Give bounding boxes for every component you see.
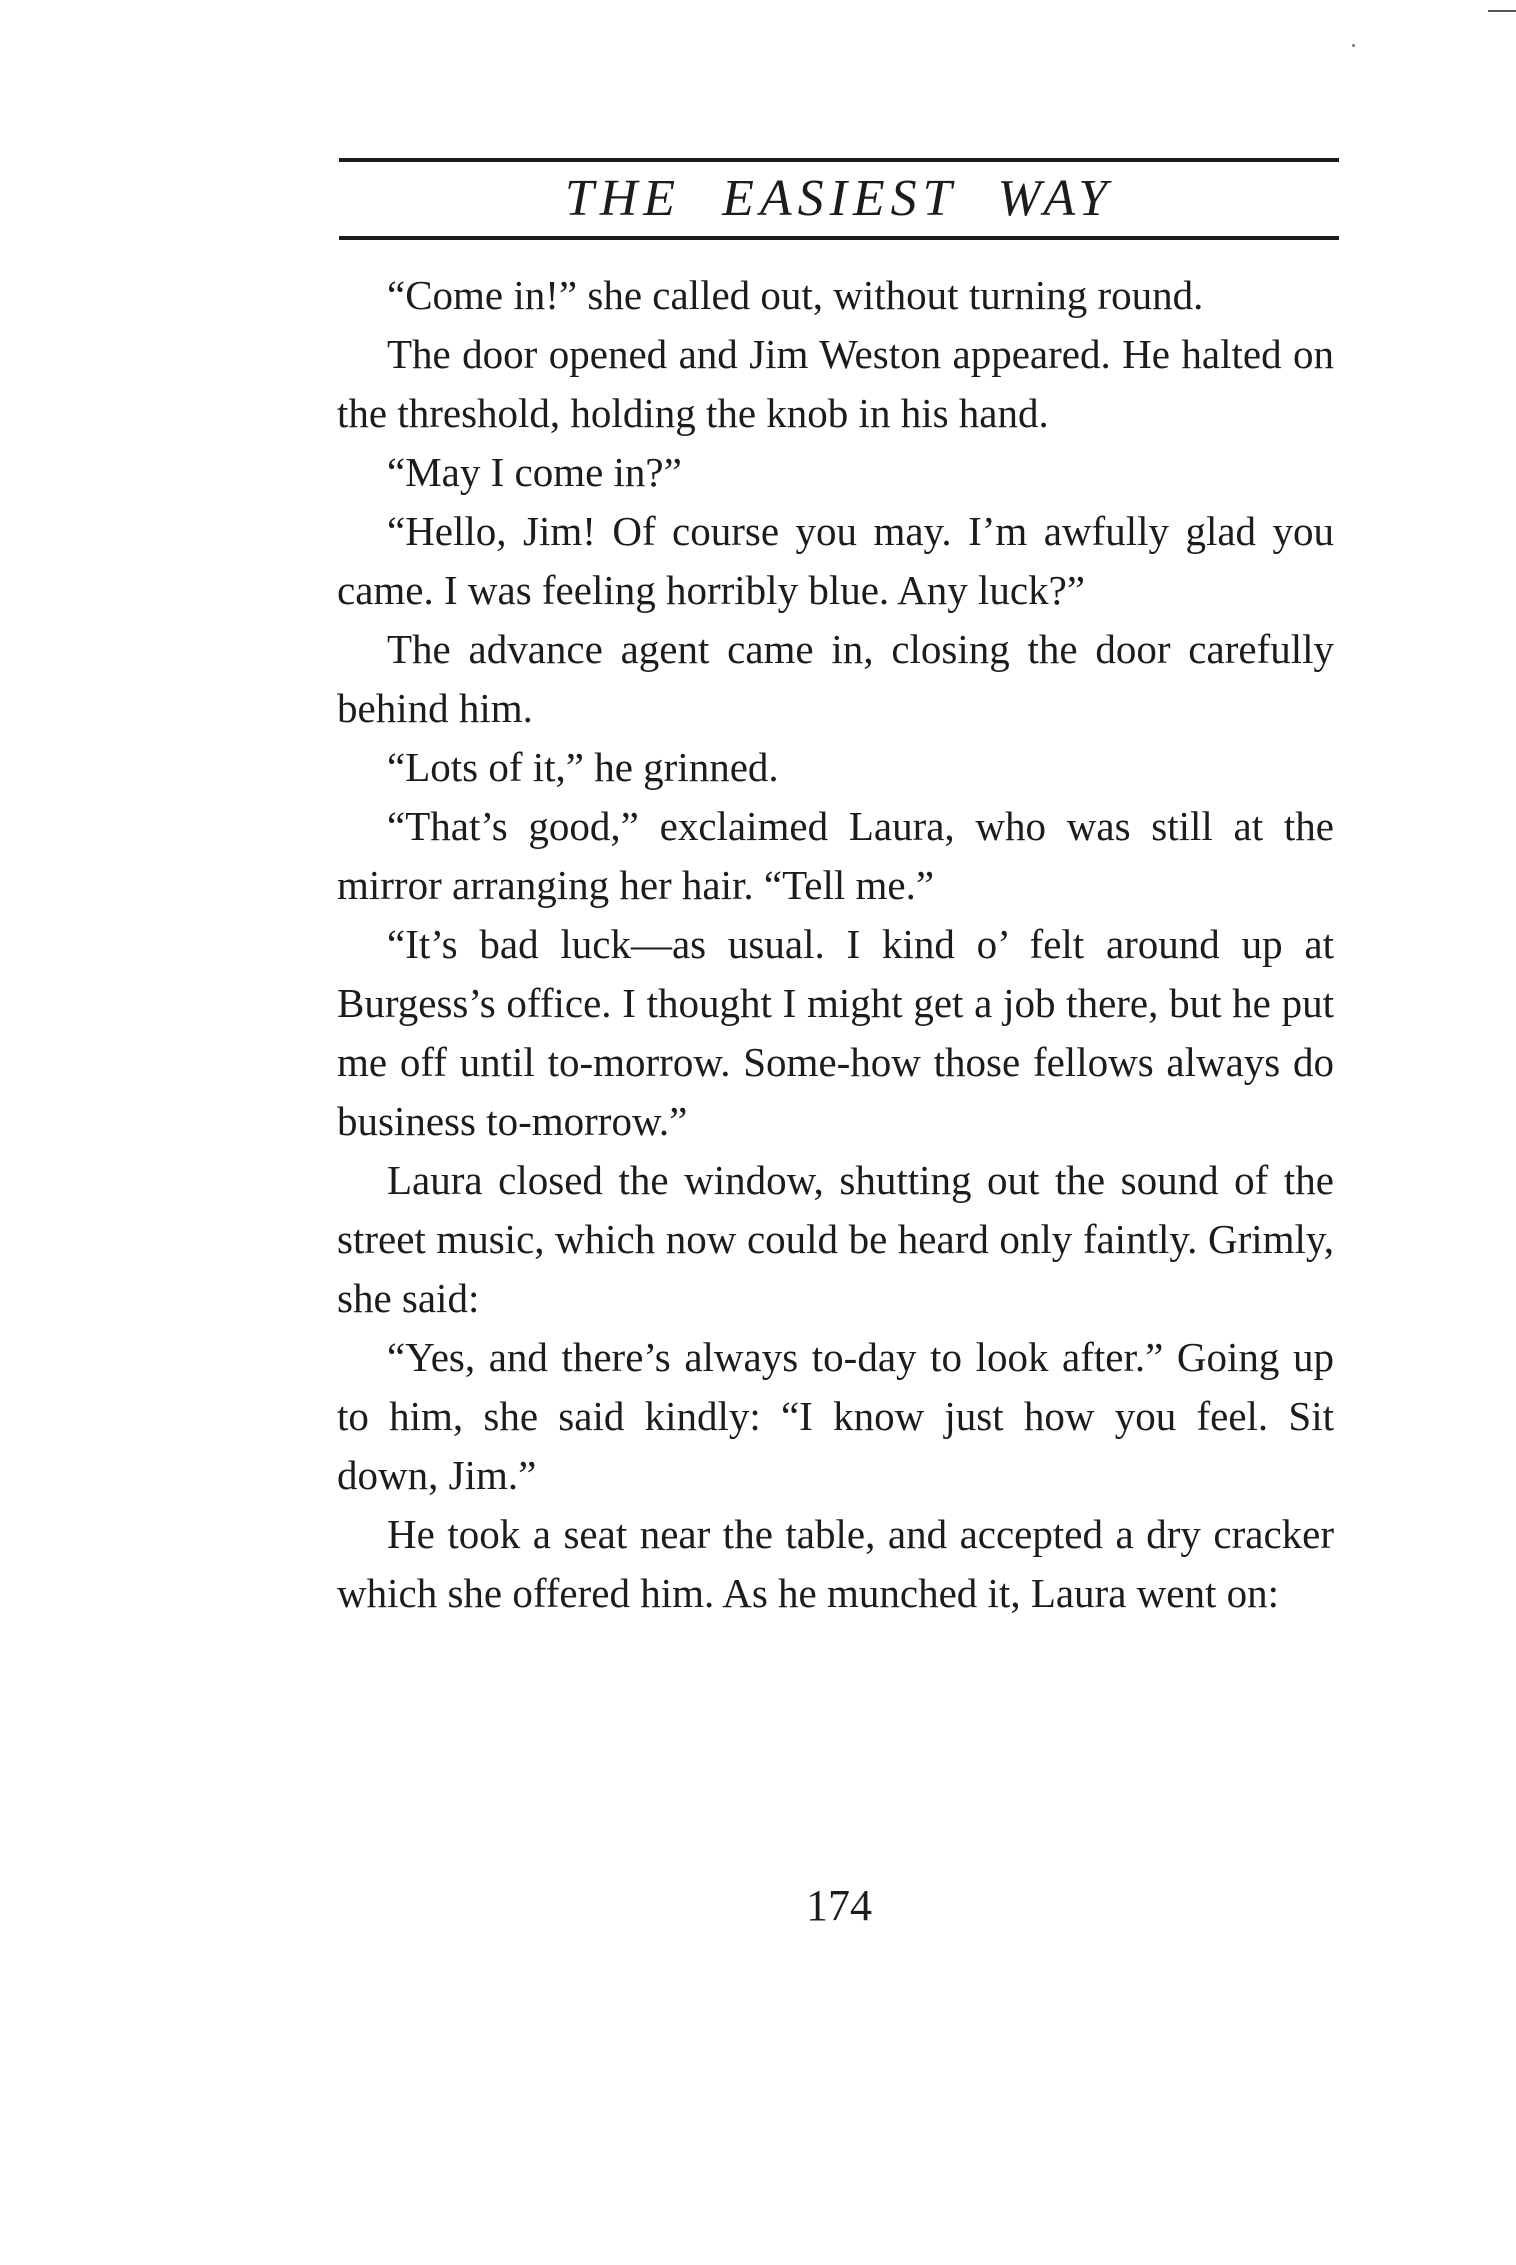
header-rule-top — [339, 158, 1339, 162]
paragraph: Laura closed the window, shutting out the sound of the street music, which now could be heard only faintly. Grimly, she said: — [337, 1157, 1334, 1321]
page-number: 174 — [806, 1881, 872, 1930]
paragraph: The advance agent came in, closing the door carefully behind him. — [337, 626, 1334, 731]
paragraph: “That’s good,” exclaimed Laura, who was still at the mirror arranging her hair. “Tell me.” — [337, 803, 1334, 908]
scan-speck — [1352, 44, 1355, 47]
paragraph: He took a seat near the table, and accepted a dry cracker which she offered him. As he munched it, Laura went on: — [337, 1511, 1334, 1616]
paragraph: “Hello, Jim! Of course you may. I’m awfully glad you came. I was feeling horribly blue. Any luck?” — [337, 508, 1334, 613]
paragraph: “Come in!” she called out, without turning round. — [387, 272, 1204, 318]
paragraph: “Yes, and there’s always to-day to look after.” Going up to him, she said kindly: “I know just how you feel. Sit down, Jim.” — [337, 1334, 1334, 1498]
scan-edge-mark — [1488, 10, 1516, 12]
paragraph: “Lots of it,” he grinned. — [387, 744, 779, 790]
paragraph: “May I come in?” — [387, 449, 682, 495]
paragraph: “It’s bad luck—as usual. I kind o’ felt around up at Burgess’s office. I thought I might get a job there, but he put me off until to-morrow. Some-how those fellows always do business to-morrow.” — [337, 921, 1334, 1144]
running-head: THE EASIEST WAY — [564, 170, 1114, 227]
paragraph: The door opened and Jim Weston appeared. He halted on the threshold, holding the knob in his hand. — [337, 331, 1334, 436]
body-text — [337, 266, 1334, 1623]
header-rule-bottom — [339, 236, 1339, 240]
